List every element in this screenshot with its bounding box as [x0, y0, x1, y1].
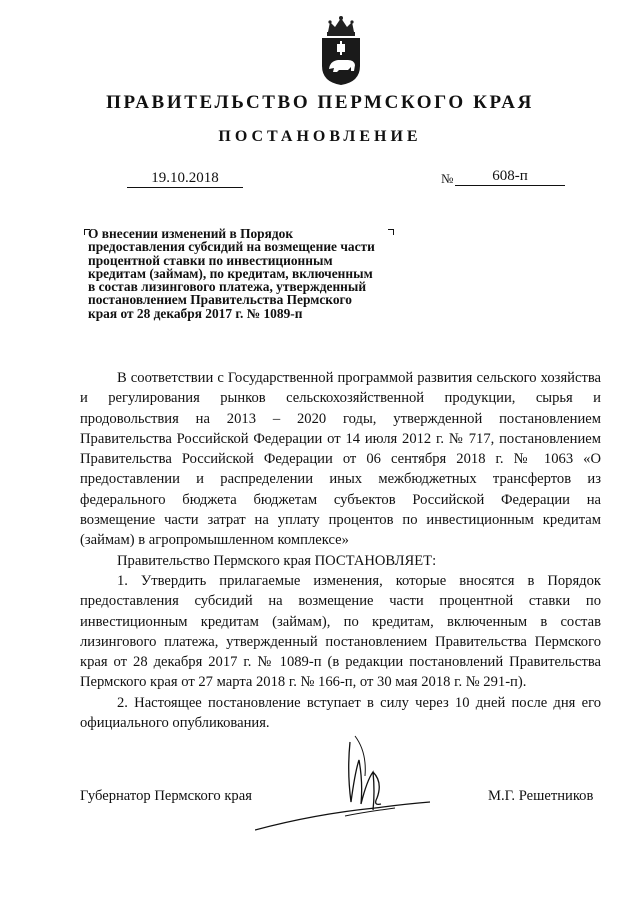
document-body: [80, 368, 601, 733]
body-paragraph-resolves: Правительство Пермского края ПОСТАНОВЛЯЕТ:: [117, 552, 437, 569]
document-type: ПОСТАНОВЛЕНИЕ: [218, 128, 422, 145]
signatory-position: Губернатор Пермского края: [80, 788, 252, 804]
body-paragraph-item-2: 2. Настоящее постановление вступает в силу через 10 дней после дня его официального опубликования.: [80, 694, 601, 732]
subject-line: края от 28 декабря 2017 г. № 1089-п: [88, 305, 303, 321]
subject-corner-left: [84, 229, 90, 235]
subject-corner-right: [388, 229, 394, 235]
subject-line: процентной ставки по инвестиционным: [88, 252, 333, 268]
subject-line: в состав лизингового платежа, утвержденный: [88, 279, 367, 295]
subject-line: предоставления субсидий на возмещение части: [88, 239, 375, 255]
handwritten-signature: [255, 732, 435, 832]
subject-line: кредитам (займам), по кредитам, включенным: [88, 265, 373, 281]
subject-line: постановлением Правительства Пермского: [88, 292, 352, 308]
signature-block: [0, 782, 640, 842]
government-title: ПРАВИТЕЛЬСТВО ПЕРМСКОГО КРАЯ: [106, 92, 534, 113]
subject-line: О внесении изменений в Порядок: [88, 226, 294, 241]
coat-of-arms-icon: [318, 14, 364, 86]
body-paragraph-item-1: 1. Утвердить прилагаемые изменения, которые вносятся в Порядок предоставления субсидий на возмещение части процентной ставки по инвестиционным кредитам (займам), по кредитам, включенным в состав лизингового платежа, утвержденный постановлением Правительства Пермского края от 28 декабря 2017 г. № 1089-п (в редакции постановлений Правительства Пермского края от 27 марта 2018 г. № 166-п, от 30 мая 2018 г. № 291-п).: [80, 572, 601, 691]
document-subject: [88, 227, 428, 320]
signatory-name: М.Г. Решетников: [488, 788, 594, 804]
body-paragraph-preamble: В соответствии с Государственной программой развития сельского хозяйства и регулирования рынков сельскохозяйственной продукции, сырья и продовольствия на 2013 – 2020 годы, утвержденной постановлением Правительства Российской Федерации от 14 июля 2012 г. № 717, постановлением Правительства Российской Федерации от 06 сентября 2018 г. № 1063 «О предоставлении и распределении иных межбюджетных трансфертов из федерального бюджета бюджетам субъектов Российской Федерации на возмещение части затрат на уплату процентов по инвестиционным кредитам (займам) в агропромышленном комплексе»: [80, 370, 601, 549]
document-date: 19.10.2018: [127, 169, 243, 188]
number-sign: №: [441, 171, 454, 186]
document-number: 608-п: [455, 167, 565, 186]
